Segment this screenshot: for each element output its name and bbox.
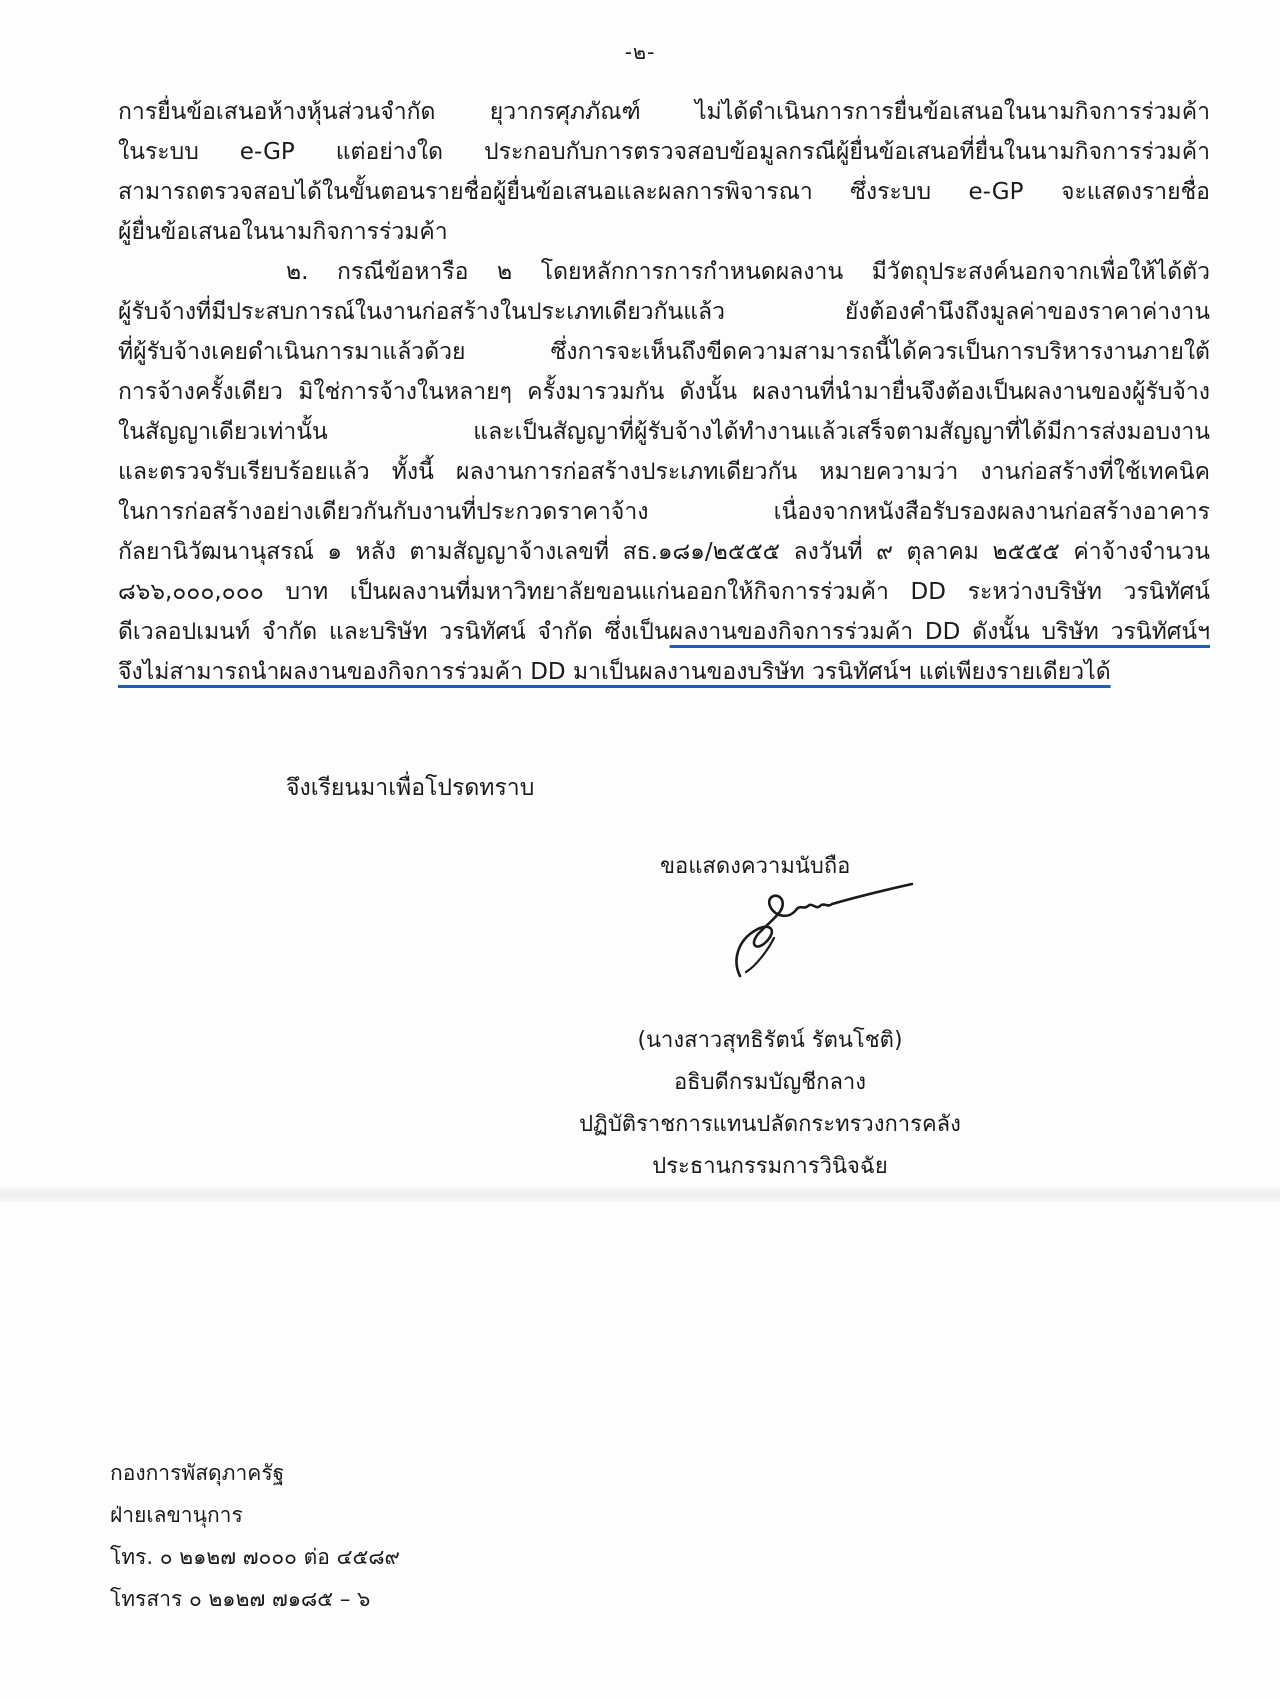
body-line: ผู้ยื่นข้อเสนอในนามกิจการร่วมค้า <box>118 219 448 245</box>
footer-section: ฝ่ายเลขานุการ <box>110 1503 243 1527</box>
page-number: -๒- <box>624 40 656 64</box>
body-line: กัลยานิวัฒนานุสรณ์ ๑ หลัง ตามสัญญาจ้างเลขที่ สธ.๑๘๑/๒๕๕๕ ลงวันที่ ๙ ตุลาคม ๒๕๕๕ ค่าจ้างจำนวน <box>118 539 1210 565</box>
body-line: ในระบบ e-GP แต่อย่างใด ประกอบกับการตรวจสอบข้อมูลกรณีผู้ยื่นข้อเสนอที่ยื่นในนามกิจการร่วมค้า <box>118 139 1210 165</box>
body-line: ที่ผู้รับจ้างเคยดำเนินการมาแล้วด้วย ซึ่งการจะเห็นถึงขีดความสามารถนี้ได้ควรเป็นการบริหารงานภายใต้ <box>118 339 1210 365</box>
body-line: ๘๖๖,๐๐๐,๐๐๐ บาท เป็นผลงานที่มหาวิทยาลัยขอนแก่นออกให้กิจการร่วมค้า DD ระหว่างบริษัท วรนิทัศน์ <box>118 579 1210 605</box>
underlined-text: ผลงานของกิจการร่วมค้า DD ดังนั้น บริษัท วรนิทัศน์ฯ <box>669 619 1210 645</box>
body-text-plain: ดีเวลอปเมนท์ จำกัด และบริษัท วรนิทัศน์ จำกัด ซึ่งเป็น <box>118 619 670 645</box>
contact-footer <box>110 1452 400 1620</box>
body-line: ในสัญญาเดียวเท่านั้น และเป็นสัญญาที่ผู้รับจ้างได้ทำงานแล้วเสร็จตามสัญญาที่ได้มีการส่งมอบงาน <box>118 419 1210 445</box>
paper-fold-divider <box>0 1188 1280 1202</box>
body-line: การจ้างครั้งเดียว มิใช่การจ้างในหลายๆ ครั้งมารวมกัน ดังนั้น ผลงานที่นำมายื่นจึงต้องเป็นผลงานของผู้รับจ้าง <box>118 379 1210 405</box>
body-line: ผู้รับจ้างที่มีประสบการณ์ในงานก่อสร้างในประเภทเดียวกันแล้ว ยังต้องคำนึงถึงมูลค่าของราคาค่างาน <box>118 299 1210 325</box>
body-line-underlined <box>118 652 1210 692</box>
signatory-block <box>540 1020 1000 1188</box>
body-line: ในการก่อสร้างอย่างเดียวกันกับงานที่ประกวดราคาจ้าง เนื่องจากหนังสือรับรองผลงานก่อสร้างอาคาร <box>118 499 1210 525</box>
body-line: ๒. กรณีข้อหารือ ๒ โดยหลักการการกำหนดผลงาน มีวัตถุประสงค์นอกจากเพื่อให้ได้ตัว <box>286 259 1210 285</box>
handwritten-signature <box>726 880 916 990</box>
body-line: การยื่นข้อเสนอห้างหุ้นส่วนจำกัด ยุวากรศุภภัณฑ์ ไม่ได้ดำเนินการการยื่นข้อเสนอในนามกิจการร่วมค้า <box>118 99 1210 125</box>
body-line: และตรวจรับเรียบร้อยแล้ว ทั้งนี้ ผลงานการก่อสร้างประเภทเดียวกัน หมายความว่า งานก่อสร้างที่ใช้เทคนิค <box>118 459 1210 485</box>
signatory-name: (นางสาวสุทธิรัตน์ รัตนโชติ) <box>637 1028 903 1053</box>
footer-fax: โทรสาร ๐ ๒๑๒๗ ๗๑๘๕ – ๖ <box>110 1587 371 1611</box>
underlined-text: จึงไม่สามารถนำผลงานของกิจการร่วมค้า DD มาเป็นผลงานของบริษัท วรนิทัศน์ฯ แต่เพียงรายเดียวได้ <box>118 659 1111 685</box>
body-line: สามารถตรวจสอบได้ในขั้นตอนรายชื่อผู้ยื่นข้อเสนอและผลการพิจารณา ซึ่งระบบ e-GP จะแสดงรายชื่อ <box>118 179 1210 205</box>
footer-division: กองการพัสดุภาครัฐ <box>110 1461 285 1485</box>
closing-statement: จึงเรียนมาเพื่อโปรดทราบ <box>286 775 535 801</box>
footer-phone: โทร. ๐ ๒๑๒๗ ๗๐๐๐ ต่อ ๔๕๘๙ <box>110 1545 400 1569</box>
signatory-acting: ปฏิบัติราชการแทนปลัดกระทรวงการคลัง <box>579 1112 961 1137</box>
signatory-role: ประธานกรรมการวินิจฉัย <box>652 1154 888 1179</box>
signatory-title: อธิบดีกรมบัญชีกลาง <box>673 1070 867 1095</box>
body-line-mixed <box>118 612 1210 652</box>
letter-body <box>118 92 1210 692</box>
complimentary-close: ขอแสดงความนับถือ <box>660 854 851 879</box>
